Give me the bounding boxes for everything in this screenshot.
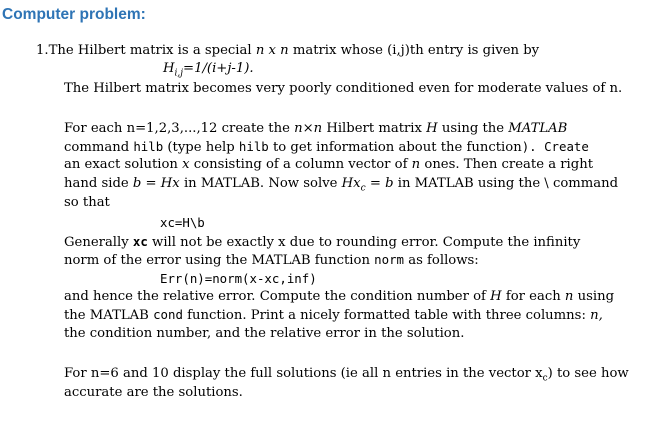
- problem-heading: Computer problem:: [2, 6, 146, 23]
- paragraph-2-line-10: the condition number, and the relative error in the solution.: [64, 326, 465, 341]
- paragraph-3-line-2: accurate are the solutions.: [64, 385, 243, 400]
- item-number: 1.: [36, 43, 49, 58]
- code-solve: xc=H\b: [160, 215, 205, 230]
- paragraph-3-line-1: For n=6 and 10 display the full solutions (ie all n entries in the vector $x_c$) to see how: [64, 366, 629, 384]
- paragraph-2-line-5: so that: [64, 195, 110, 210]
- hilbert-formula: $H_{i,j}=1/(i+j-1)$.: [163, 61, 254, 79]
- paragraph-2-line-7: norm of the error using the MATLAB function norm as follows:: [64, 252, 479, 268]
- code-error: Err(n)=norm(x-xc,inf): [160, 271, 317, 286]
- paragraph-1-line-3: The Hilbert matrix becomes very poorly conditioned even for moderate values of n.: [64, 81, 623, 96]
- paragraph-1-line-1: 1.The Hilbert matrix is a special n x n matrix whose (i,j)th entry is given by: [36, 43, 540, 58]
- paragraph-2-line-4: hand side b = Hx in MATLAB. Now solve $Hx_c = b$ in MATLAB using the \ command: [64, 176, 619, 194]
- paragraph-2-line-9: the MATLAB cond function. Print a nicely formatted table with three columns: n,: [64, 307, 603, 323]
- paragraph-2-line-2: command hilb (type help hilb to get information about the function). Create: [64, 139, 589, 155]
- paragraph-2-line-1: For each n=1,2,3,...,12 create the n×n Hilbert matrix H using the MATLAB: [64, 121, 568, 136]
- paragraph-2-line-6: Generally xc will not be exactly x due to rounding error. Compute the infinity: [64, 234, 581, 250]
- paragraph-2-line-8: and hence the relative error. Compute the condition number of H for each n using: [64, 289, 615, 304]
- paragraph-2-line-3: an exact solution x consisting of a column vector of n ones. Then create a right: [64, 157, 594, 172]
